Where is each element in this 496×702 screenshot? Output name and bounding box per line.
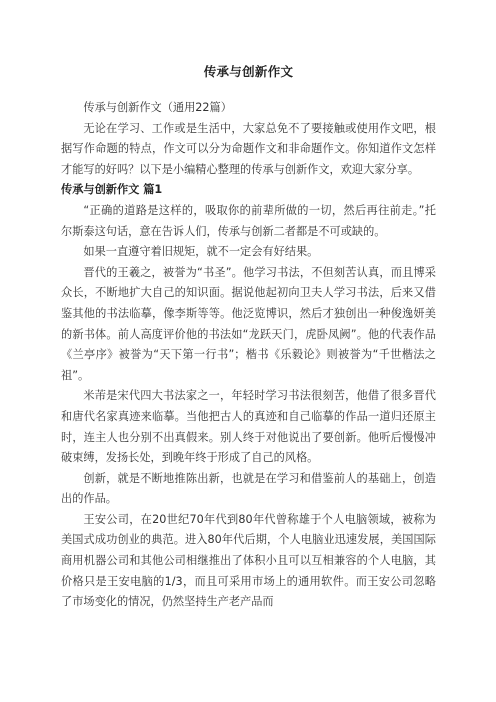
document-title: 传承与创新作文 [203, 64, 294, 79]
document-subtitle: 传承与创新作文（通用22篇） [83, 101, 232, 114]
body-paragraph: 如果一直遵守着旧规矩，就不一定会有好结果。 [83, 245, 319, 259]
body-paragraph: 晋代的王羲之，被誉为“书圣”。他学习书法，不但刻苦认真，而且博采众长，不断地扩大自己的知识面。据说他起初向卫夫人学习书法，后来又借鉴其他的书法临摹，像李斯等等。他泛览博识，然后才独创出一种俊逸妍美的新书体。前人高度评价他的书法如“龙跃天门，虎卧凤阙”。他的代表作品《兰亭序》被誉为“天下第一行书”；楷书《乐毅论》则被誉为“千世楷法之祖”。 [61, 265, 436, 382]
body-paragraph: 米芾是宋代四大书法家之一，年轻时学习书法很刻苦，他借了很多晋代和唐代名家真迹来临摹。当他把古人的真迹和自己临摹的作品一道归还原主时，连主人也分别不出真假来。别人终于对他说出了要创新。他听后慢慢冲破束缚，发扬长处，到晚年终于形成了自己的风格。 [61, 389, 436, 465]
body-paragraph: “正确的道路是这样的，吸取你的前辈所做的一切，然后再往前走。”托尔斯泰这句话，意在告诉人们，传承与创新二者都是不可或缺的。 [61, 203, 436, 238]
body-paragraph: 创新，就是不断地推陈出新，也就是在学习和借鉴前人的基础上，创造出的作品。 [61, 471, 436, 506]
intro-paragraph: 无论在学习、工作或是生活中，大家总免不了要接触或使用作文吧，根据写作命题的特点，作文可以分为命题作文和非命题作文。你知道作文怎样才能写的好吗？以下是小编精心整理的传承与创新作文，欢迎大家分享。 [61, 121, 436, 176]
section-heading: 传承与创新作文 篇1 [61, 183, 163, 197]
body-paragraph: 王安公司，在20世纪70年代到80年代曾称雄于个人电脑领域，被称为美国式成功创业的典范。进入80年代后期，个人电脑业迅速发展，美国国际商用机器公司和其他公司相继推出了体积小且可以互相兼容的个人电脑，其价格只是王安电脑的1/3，而且可采用市场上的通用软件。而王安公司忽略了市场变化的情况，仍然坚持生产老产品而 [61, 512, 436, 609]
